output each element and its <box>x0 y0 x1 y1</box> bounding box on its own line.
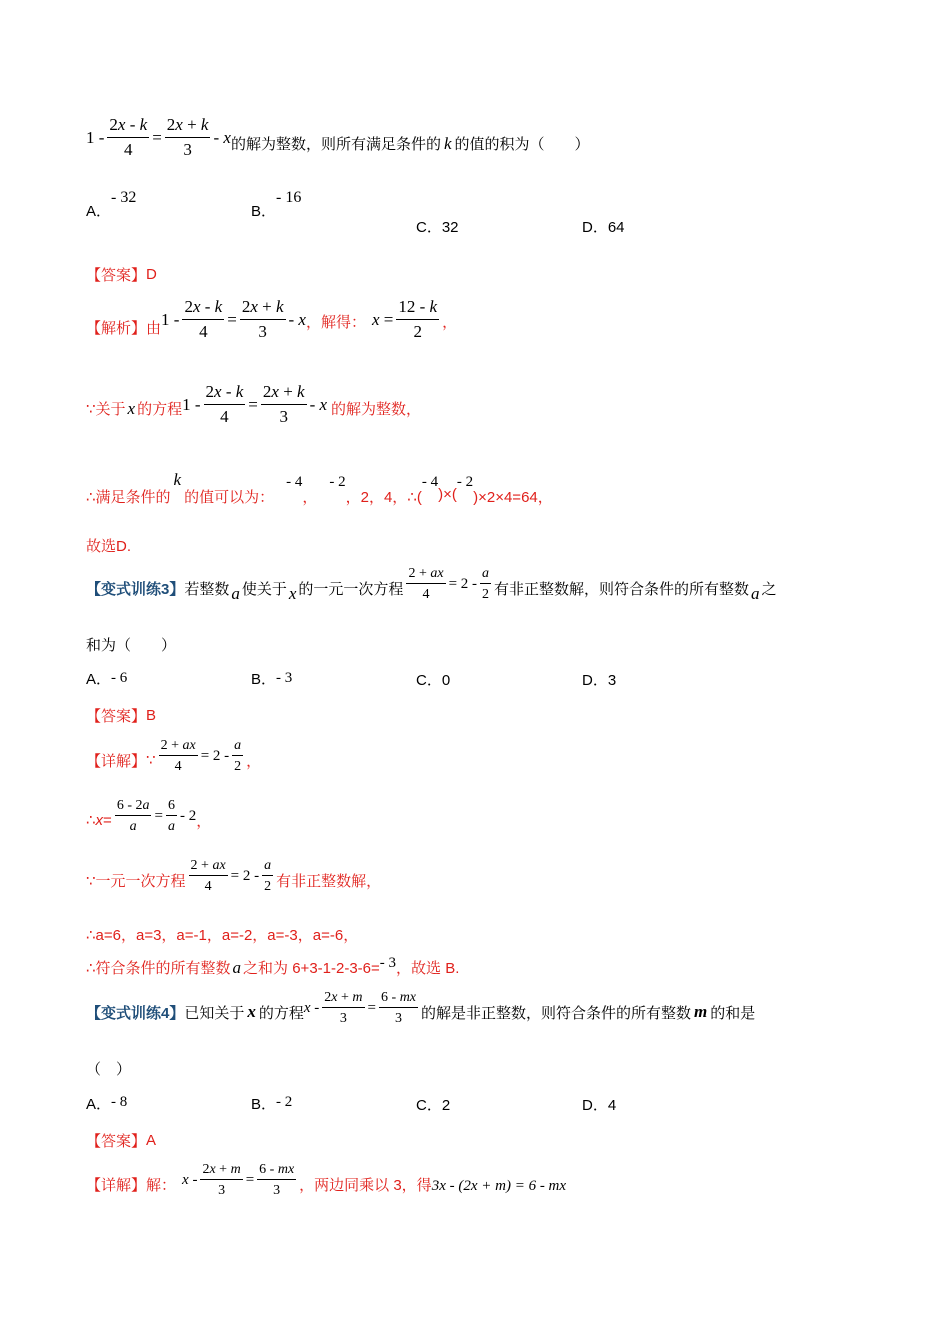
q3-detail-1: 【详解】 ∵ $\frac{2 + ax}{4}$ = 2 - $\frac{a}{2}$ ， <box>86 738 262 775</box>
q3-stem: 【变式训练3】 若整数 a 使关于 x 的一元一次方程 $\frac{2 + ax}{4}$ = 2 - $\frac{a}{2}$ 有非正整数解，则符合条件的所有整数 a 之 <box>86 566 777 604</box>
option-c: C．32 <box>416 219 459 236</box>
fraction: $\frac{a}{2}$ <box>264 858 272 895</box>
q4-tag: 【变式训练4】 <box>86 1004 185 1022</box>
fraction: $\frac{2 + ax}{4}$ <box>408 566 444 603</box>
fraction: $\frac{2 + ax}{4}$ <box>160 738 196 775</box>
q4-option-c: C．2 <box>416 1097 451 1114</box>
answer-line <box>86 264 157 285</box>
analysis-line: 【解析】 由 1 - $\frac{2x - k}{4}$ = $\frac{2x + k}{3}$ - x ，解得： x = $\frac{12 - k}{2}$ ， <box>86 297 458 341</box>
fraction: $\frac{a}{2}$ <box>234 738 242 775</box>
q-prev-stem: 1 - $\frac{2x - k}{4}$ = $\frac{2x + k}{3}$ - x 的解为整数，则所有满足条件的 k 的值的积为（ ） <box>86 115 590 159</box>
q4-detail-1: 【详解】 解： x - $\frac{2x + m}{3}$ = $\frac{6 - mx}{3}$ ，两边同乘以 3，得 3x - (2x + m) = 6 - mx <box>86 1162 567 1199</box>
q3-option-a: A．- 6 <box>86 670 128 688</box>
q4-option-b: B．- 2 <box>251 1094 293 1113</box>
answer-tag: 【答案】 <box>86 267 147 284</box>
fraction: $\frac{2x - k}{4}$ <box>205 382 244 426</box>
so-line: ∴满足条件的 k 的值可以为： - 4 ， - 2 ，2，4，∴( - 4 )×( - 2 )×2×4=64， <box>86 470 553 506</box>
because-line: ∵关于 x 的方程 1 - $\frac{2x - k}{4}$ = $\frac{2x + k}{3}$ - x 的解为整数， <box>86 382 422 426</box>
fraction: $\frac{2x + k}{3}$ <box>166 115 209 159</box>
fraction: $\frac{6 - mx}{3}$ <box>259 1162 295 1199</box>
q3-answer: 【答案】 B <box>86 707 157 725</box>
q3-option-b: B．- 3 <box>251 670 293 688</box>
q3-detail-2: ∴ x= $\frac{6 - 2a}{a}$ = $\frac{6}{a}$ - 2 ， <box>86 798 212 835</box>
fraction: $\frac{6 - mx}{3}$ <box>381 990 417 1027</box>
stem-text: 的解为整数，则所有满足条件的 <box>230 136 441 154</box>
fraction: $\frac{2x + k}{3}$ <box>241 297 284 341</box>
q4-stem: 【变式训练4】 已知关于 x 的方程 x - $\frac{2x + m}{3}$ = $\frac{6 - mx}{3}$ 的解是非正整数，则符合条件的所有整数 m 的和是 <box>86 990 756 1027</box>
fraction: $\frac{2x + m}{3}$ <box>202 1162 241 1199</box>
stem-k: k <box>443 133 452 153</box>
q3-option-c: C．0 <box>416 672 451 689</box>
stem-end: 的值的积为（ ） <box>454 136 590 154</box>
q3-detail-3: ∵一元一次方程 $\frac{2 + ax}{4}$ = 2 - $\frac{a}{2}$ 有非正整数解， <box>86 858 382 895</box>
q4-line2: （ ） <box>86 1061 132 1078</box>
option-b: B．- 16 <box>251 189 302 220</box>
q3-line2: 和为（ ） <box>86 637 177 654</box>
q3-detail-5: ∴符合条件的所有整数 a 之和为 6+3-1-2-3-6= - 3 ，故选 B. <box>86 955 460 977</box>
fraction: $\frac{2x - k}{4}$ <box>184 297 223 341</box>
option-a: A．- 32 <box>86 189 137 220</box>
fraction: $\frac{6}{a}$ <box>167 798 175 835</box>
fraction: $\frac{2x + k}{3}$ <box>262 382 305 426</box>
conclusion-line: 故选D. <box>86 538 132 555</box>
answer-value: D <box>146 266 157 283</box>
q3-detail-4: ∴a=6，a=3，a=-1，a=-2，a=-3，a=-6， <box>86 927 359 944</box>
fraction: $\frac{6 - 2a}{a}$ <box>116 798 150 835</box>
q4-answer: 【答案】 A <box>86 1132 157 1150</box>
q3-option-d: D．3 <box>582 672 617 689</box>
q3-tag: 【变式训练3】 <box>86 580 185 598</box>
fraction: $\frac{2x - k}{4}$ <box>109 115 148 159</box>
fraction: $\frac{2 + ax}{4}$ <box>190 858 226 895</box>
q4-option-a: A．- 8 <box>86 1094 128 1113</box>
fraction: $\frac{12 - k}{2}$ <box>398 297 438 341</box>
analysis-tag: 【解析】 <box>86 320 147 338</box>
stem-equation: 1 - <box>86 127 105 147</box>
q4-option-d: D．4 <box>582 1097 617 1114</box>
fraction: $\frac{2x + m}{3}$ <box>324 990 363 1027</box>
fraction: $\frac{a}{2}$ <box>482 566 490 603</box>
option-d: D．64 <box>582 219 625 236</box>
